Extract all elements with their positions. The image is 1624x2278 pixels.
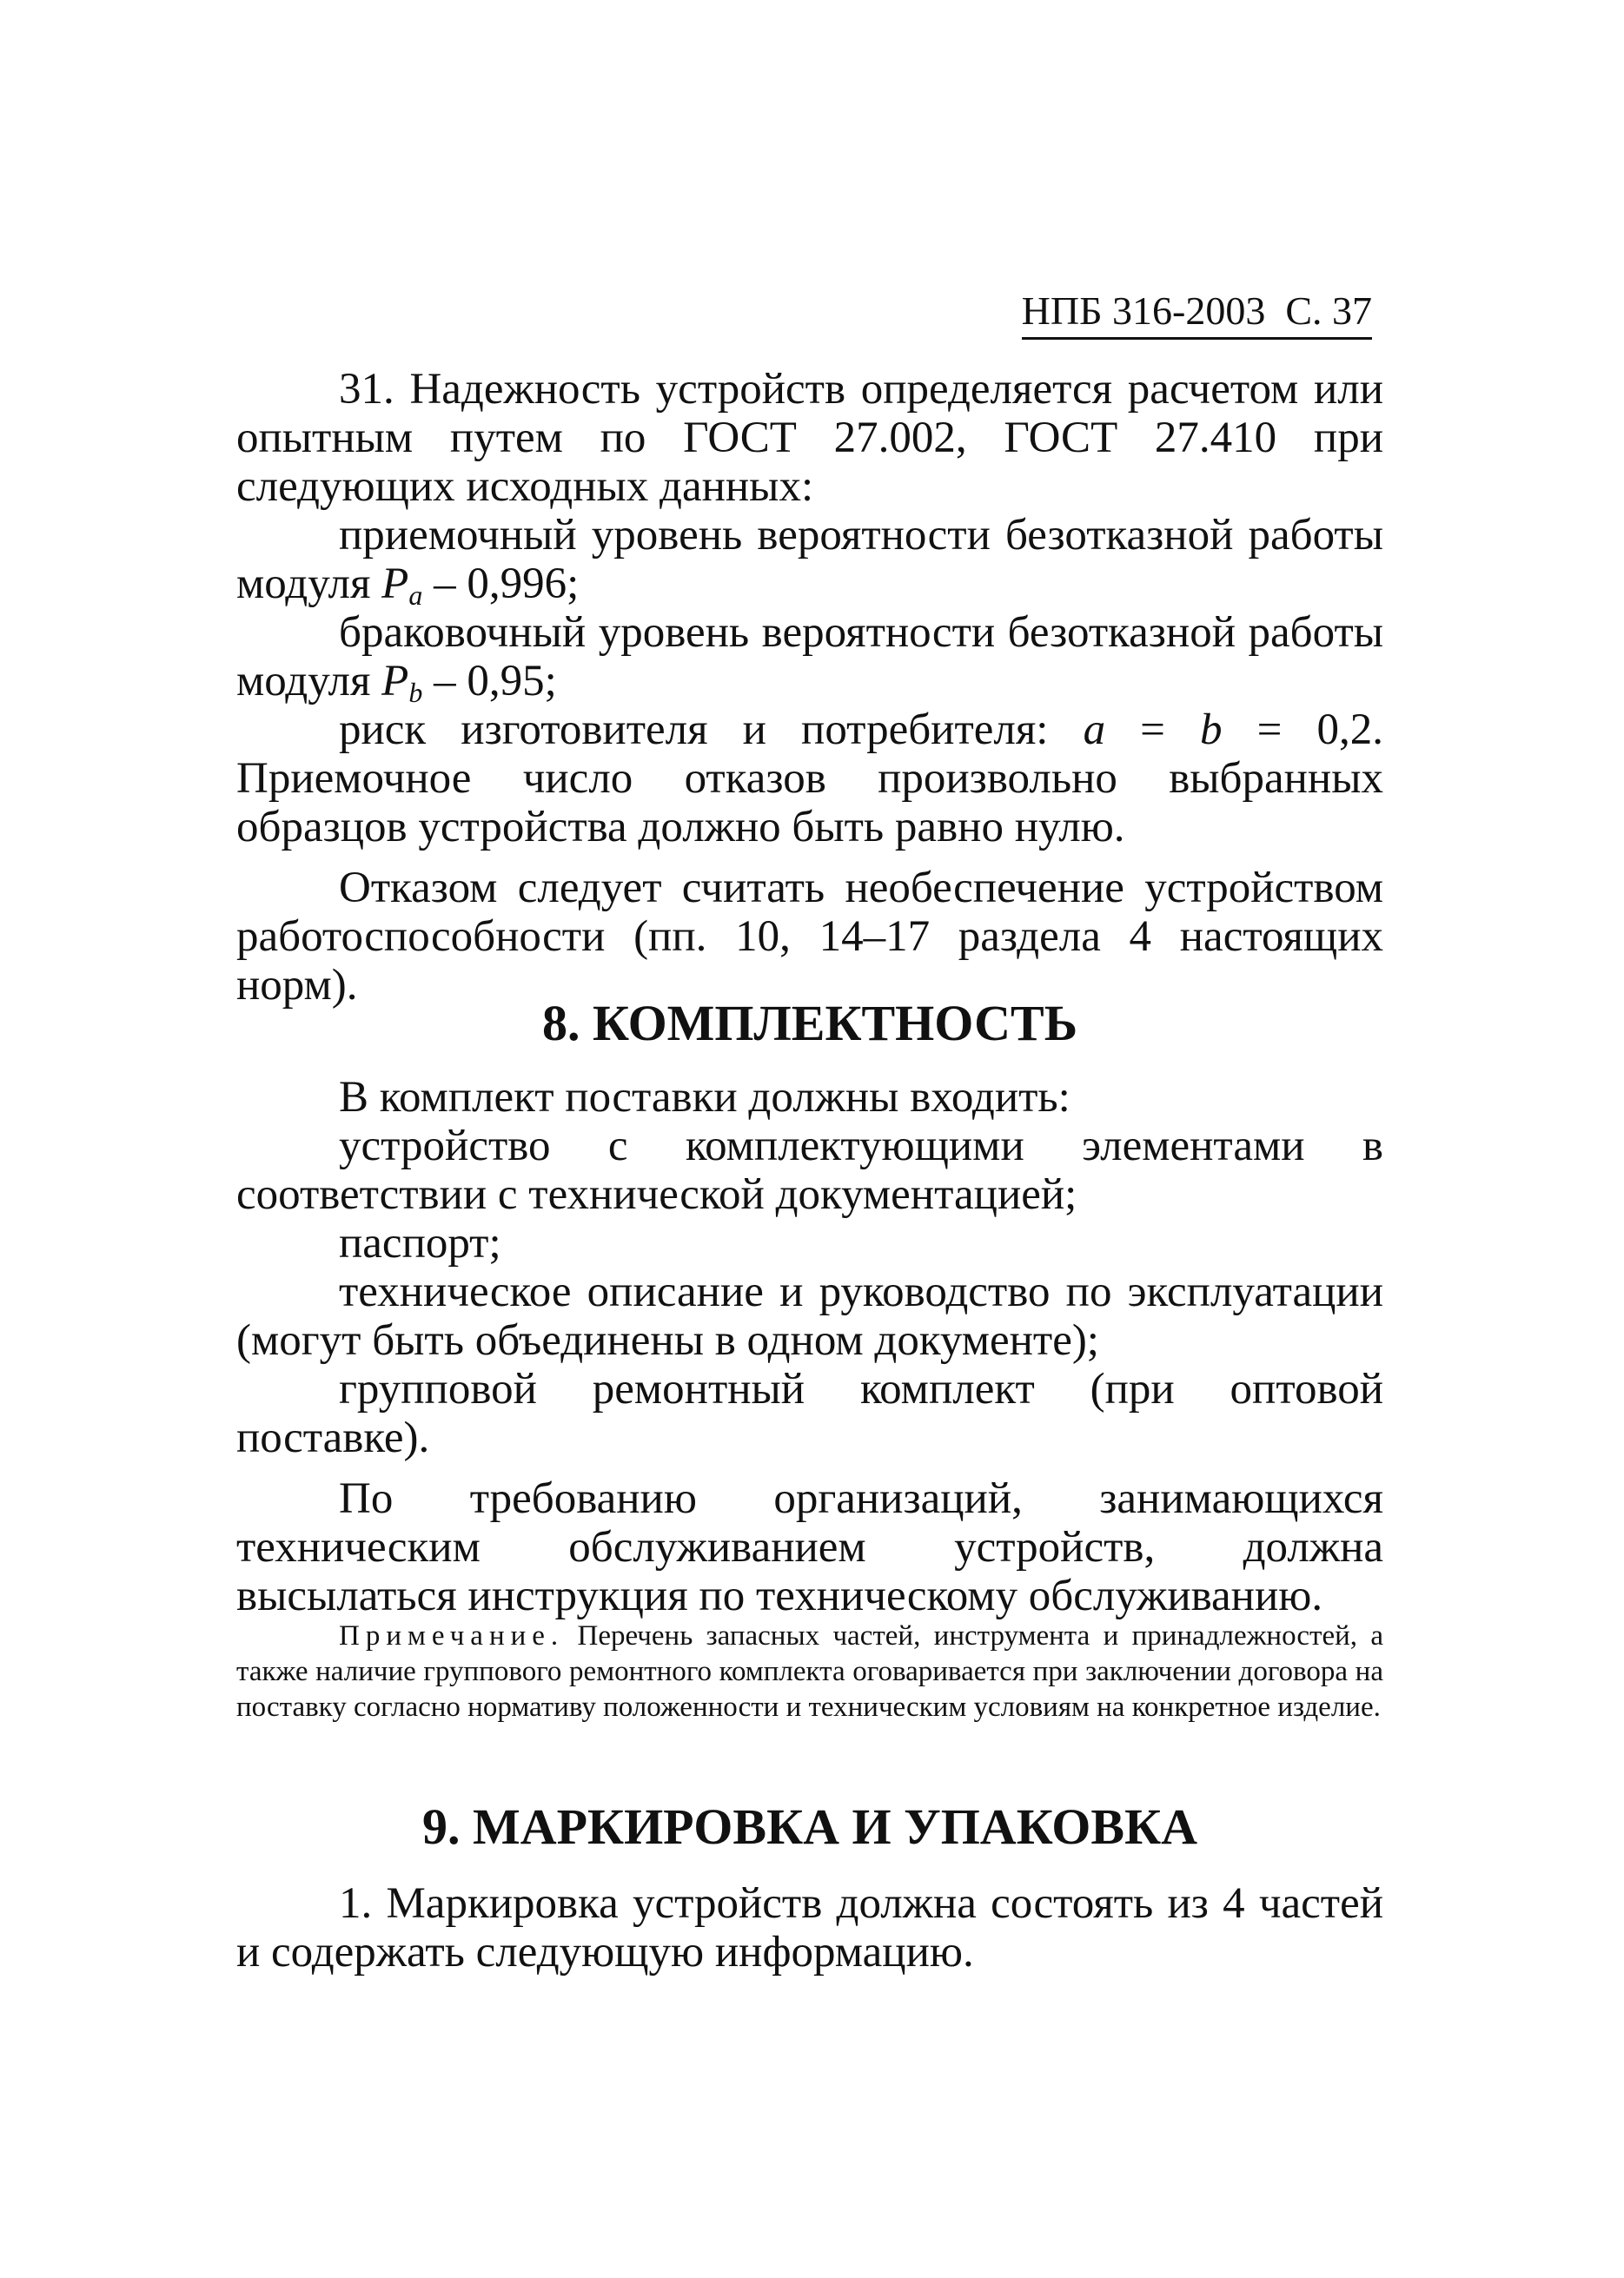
delivery-item: паспорт;: [339, 1219, 501, 1268]
failure-definition-paragraph: Отказом следует считать необеспечение устройством работоспособности (пп. 10, 14–17 раздела 4 настоящих норм).: [236, 864, 1383, 1010]
delivery-item: техническое описание и руководство по эксплуатации (могут быть объединены в одном документе);: [236, 1268, 1383, 1365]
pa-subscript: a: [408, 579, 423, 611]
pa-symbol: P: [381, 560, 409, 608]
section-8-note: [236, 1619, 1383, 1725]
marking-paragraph-1: 1. Маркировка устройств должна состоять из 4 частей и содержать следующую информацию.: [236, 1879, 1383, 1977]
risk-paragraph: риск изготовителя и потребителя: a = b = 0,2. Приемочное число отказов произвольно выбранных образцов устройства должно быть равно нулю.: [236, 705, 1383, 851]
paragraph-31: 31. Надежность устройств определяется расчетом или опытным путем по ГОСТ 27.002, ГОСТ 27.410 при следующих исходных данных:: [236, 365, 1383, 511]
section-7-body: [236, 365, 1383, 1010]
delivery-item: групповой ремонтный комплект (при оптовой поставке).: [236, 1365, 1383, 1462]
pb-subscript: b: [408, 677, 423, 708]
maintenance-request-paragraph: По требованию организаций, занимающихся техническим обслуживанием устройств, должна высылаться инструкция по техническому обслуживанию.: [236, 1474, 1383, 1620]
page-number: С. 37: [1285, 288, 1372, 333]
page-header: [1022, 287, 1372, 340]
delivery-intro: В комплект поставки должны входить:: [339, 1073, 1071, 1122]
document-code: НПБ 316-2003: [1021, 288, 1266, 333]
section-8-body: [236, 1073, 1383, 1620]
section-9-heading: 9. МАРКИРОВКА И УПАКОВКА: [421, 1798, 1198, 1855]
rejection-level-paragraph: браковочный уровень вероятности безотказной работы модуля $P_b - 0,95$;: [236, 608, 1383, 708]
section-9-body: [236, 1879, 1383, 1977]
note-label: Примечание.: [339, 1620, 565, 1652]
delivery-item: устройство с комплектующими элементами в соответствии с технической документацией;: [236, 1122, 1383, 1219]
acceptance-level-paragraph: приемочный уровень вероятности безотказной работы модуля $P_a - 0,996$;: [236, 511, 1383, 611]
risk-b-symbol: b: [1200, 705, 1223, 754]
section-8-heading: 8. КОМПЛЕКТНОСТЬ: [541, 995, 1078, 1051]
note-text: Перечень запасных частей, инструмента и принадлежностей, а также наличие группового ремонтного комплекта оговаривается при заключении договора на поставку согласно нормативу положенности и техническим условиям на конкретное изделие.: [236, 1620, 1383, 1723]
risk-a-symbol: a: [1083, 705, 1106, 754]
pb-symbol: P: [381, 657, 409, 705]
